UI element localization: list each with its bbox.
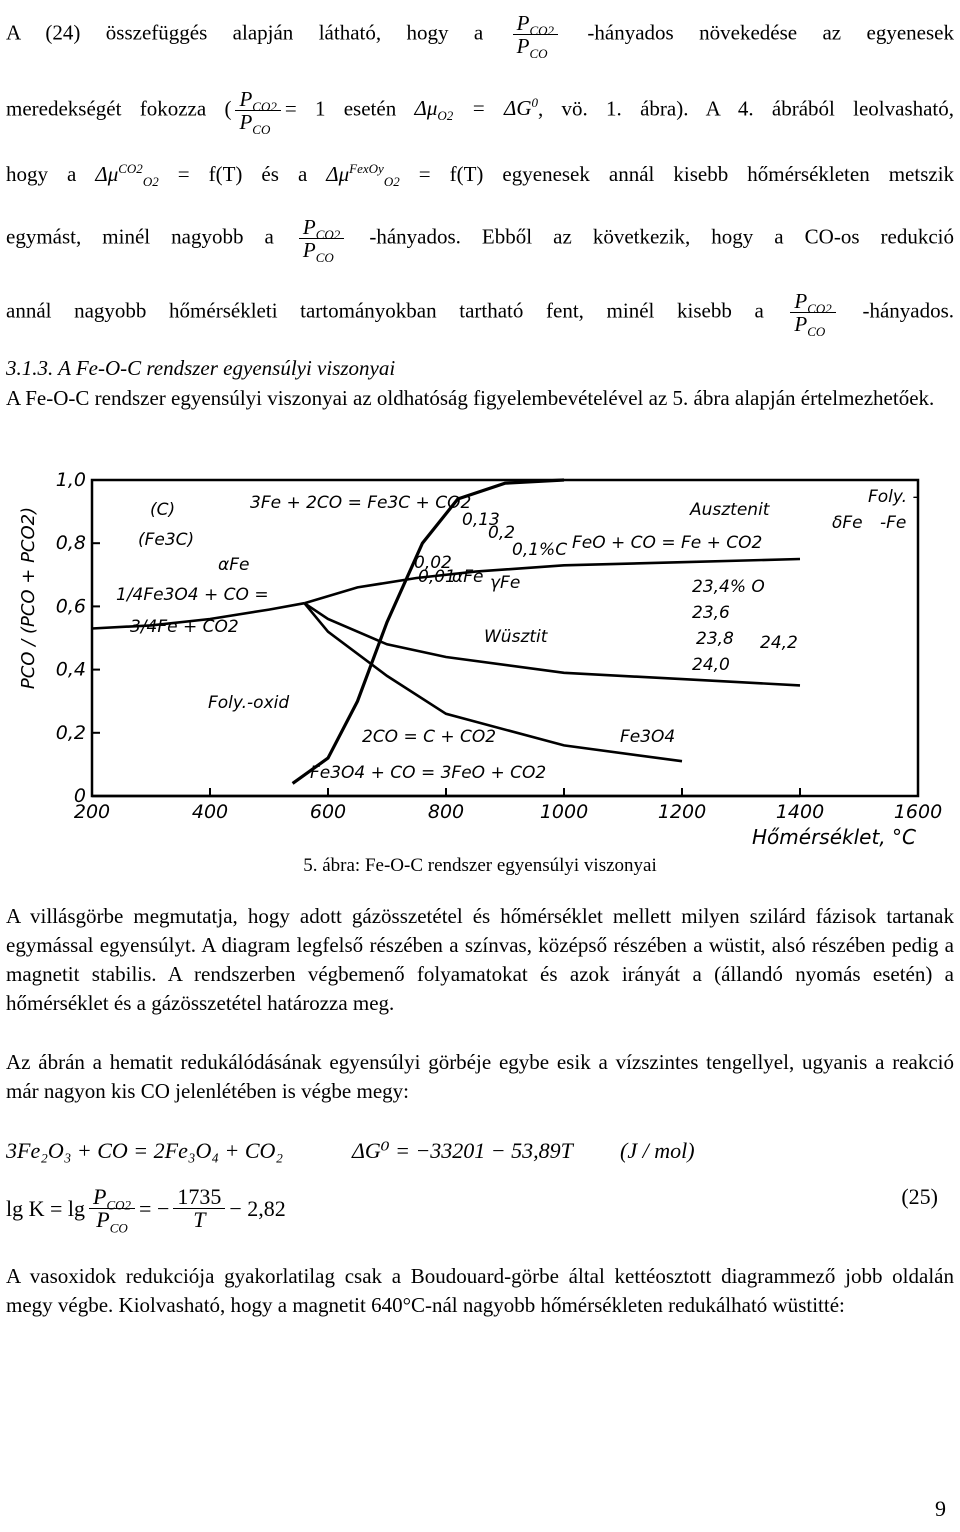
fe-o-c-diagram xyxy=(0,460,960,855)
x-tick-label: 1400 xyxy=(775,801,825,823)
annotation-label: 0,2 xyxy=(488,523,516,543)
annotation-label: 0,13 xyxy=(462,510,500,530)
annotation-label: (Fe3C) xyxy=(138,530,195,550)
x-tick-label: 400 xyxy=(191,801,229,823)
y-tick-label: 1,0 xyxy=(55,469,86,491)
text-line-3: hogy a $\Delta\mu^{CO2}_{O2} = f(T)$ és a $\Delta\mu^{FexOy}_{O2} = f(T)$ egyenesek annál kisebb hőmérsékleten metszik xyxy=(6,161,955,190)
equation-lgk: lg K = lg $\frac{P_{CO2}}{P_{CO}}$ = − $\frac{1735}{T}$ − 2,82 xyxy=(6,1184,286,1236)
x-tick-label: 1000 xyxy=(539,801,589,823)
page-number: 9 xyxy=(935,1496,946,1521)
annotation-label: 23,4% O xyxy=(692,577,765,597)
equation-unit: (J / mol) xyxy=(620,1138,695,1163)
paragraph-reduction: A vasoxidok redukciója gyakorlatilag csak a Boudouard-görbe által kettéosztott diagrammező jobb oldalán megy végbe. Kiolvasható, hogy a magnetit 640°C-nál nagyobb hőmérsékleten redukálható wüstitté: xyxy=(6,1264,954,1317)
x-tick-label: 600 xyxy=(309,801,347,823)
x-tick-label: 200 xyxy=(73,801,111,823)
annotation-label: 0,01 xyxy=(418,567,456,587)
x-axis-label: Hőmérséklet, °C xyxy=(752,825,916,849)
fraction-pco2-pco: $\frac{P_{CO2}}{P_{CO}}$ xyxy=(790,290,835,335)
equilibrium-chart xyxy=(0,460,960,855)
annotation-label: 2CO = C + CO2 xyxy=(362,727,497,747)
equation-reaction: 3Fe₂O₃ + CO = 2Fe₃O₄ + CO₂ xyxy=(6,1138,284,1163)
annotation-label: Foly.-oxid xyxy=(208,693,290,713)
annotation-label: 3/4Fe + CO2 xyxy=(130,617,239,637)
annotation-label: Foly. - xyxy=(868,487,919,507)
annotation-label: FeO + CO = Fe + CO2 xyxy=(572,533,763,553)
text-line-4: egymást, minél nagyobb a $\frac{P_{CO2}}{P_{CO}}$ -hányados. Ebből az következik, hogy a CO-os redukció xyxy=(6,215,955,266)
x-tick-label: 1200 xyxy=(657,801,707,823)
annotation-label: 23,6 xyxy=(692,603,730,623)
annotation-label: Wüsztit xyxy=(484,627,548,647)
text-line-5: annál nagyobb hőmérsékleti tartományokban tartható fent, minél kisebb a $\frac{P_{CO2}}{P_{CO}}$ -hányados. xyxy=(6,289,955,340)
y-tick-label: 0,8 xyxy=(55,532,86,555)
equation-delta-g: ΔG⁰ = −33201 − 53,89T xyxy=(352,1138,573,1163)
annotation-label: αFe xyxy=(218,555,250,575)
y-tick-label: 0 xyxy=(73,785,86,807)
fraction-pco2-pco: $\frac{P_{CO2}}{P_{CO}}$ xyxy=(89,1186,135,1231)
fraction-1735-t: $\frac{1735}{T}$ xyxy=(173,1186,225,1231)
equation-number: (25) xyxy=(901,1184,938,1209)
annotation-label: 1/4Fe3O4 + CO = xyxy=(116,585,269,605)
paragraph-fork-curve: A villásgörbe megmutatja, hogy adott gázösszetétel és hőmérséklet mellett milyen szilárd fázisok tartanak egymással egyensúlyt. A diagram legfelső részében a színvas, középső részében a wüstit, alsó részében pedig a magnetit stabilis. A rendszerben végbemenő folyamatokat és azok irányát a (állandó nyomás esetén) a hőmérséklet és a gázösszetétel határozza meg. xyxy=(6,904,954,1015)
annotation-label: αFe xyxy=(452,567,484,587)
text-line-1: A (24) összefüggés alapján látható, hogy a $\frac{P_{CO2}}{P_{CO}}$ -hányados növekedése az egyenesek xyxy=(6,11,954,62)
fraction-pco2-pco: $\frac{P_{CO2}}{P_{CO}}$ xyxy=(235,88,280,133)
x-tick-label: 800 xyxy=(427,801,465,823)
x-tick-label: 1600 xyxy=(893,801,943,823)
paragraph-hematite: Az ábrán a hematit redukálódásának egyensúlyi görbéje egybe esik a vízszintes tengellyel, ugyanis a reakció már nagyon kis CO jelenlétében is végbe megy: xyxy=(6,1050,954,1103)
text-line-2: meredekségét fokozza ( $\frac{P_{CO2}}{P_{CO}}$ = 1 esetén $\Delta\mu_{O2} = \Delta G^0$, vö. 1. ábra). A 4. ábrából leolvasható, xyxy=(6,87,955,138)
y-tick-label: 0,2 xyxy=(55,721,86,744)
fraction-pco2-pco: $\frac{P_{CO2}}{P_{CO}}$ xyxy=(299,216,344,261)
section-heading: 3.1.3. A Fe-O-C rendszer egyensúlyi viszonyai xyxy=(6,356,396,380)
fraction-pco2-pco: $\frac{P_{CO2}}{P_{CO}}$ xyxy=(513,12,558,57)
annotation-label: Ausztenit xyxy=(690,500,770,520)
annotation-label: 3Fe + 2CO = Fe3C + CO2 xyxy=(250,493,472,513)
y-axis-label: PCO / (PCO + PCO2) xyxy=(18,506,39,690)
annotation-label: 0,1%C xyxy=(512,540,568,560)
annotation-label: Fe3O4 xyxy=(620,727,676,747)
annotation-label: 0,02 xyxy=(414,553,452,573)
annotation-label: δFe xyxy=(832,513,863,533)
annotation-label: 24,2 xyxy=(760,633,798,653)
y-tick-label: 0,4 xyxy=(55,658,86,681)
figure-caption: 5. ábra: Fe-O-C rendszer egyensúlyi viszonyai xyxy=(303,855,657,876)
annotation-label: -Fe xyxy=(880,513,907,533)
annotation-label: γFe xyxy=(490,573,521,593)
annotation-label: (C) xyxy=(150,500,176,520)
y-tick-label: 0,6 xyxy=(55,595,86,618)
paragraph-intro: A Fe-O-C rendszer egyensúlyi viszonyai az oldhatóság figyelembevételével az 5. ábra alapján értelmezhetőek. xyxy=(6,386,935,410)
annotation-label: 23,8 xyxy=(696,629,734,649)
annotation-label: Fe3O4 + CO = 3FeO + CO2 xyxy=(310,763,547,783)
annotation-label: 24,0 xyxy=(692,655,730,675)
